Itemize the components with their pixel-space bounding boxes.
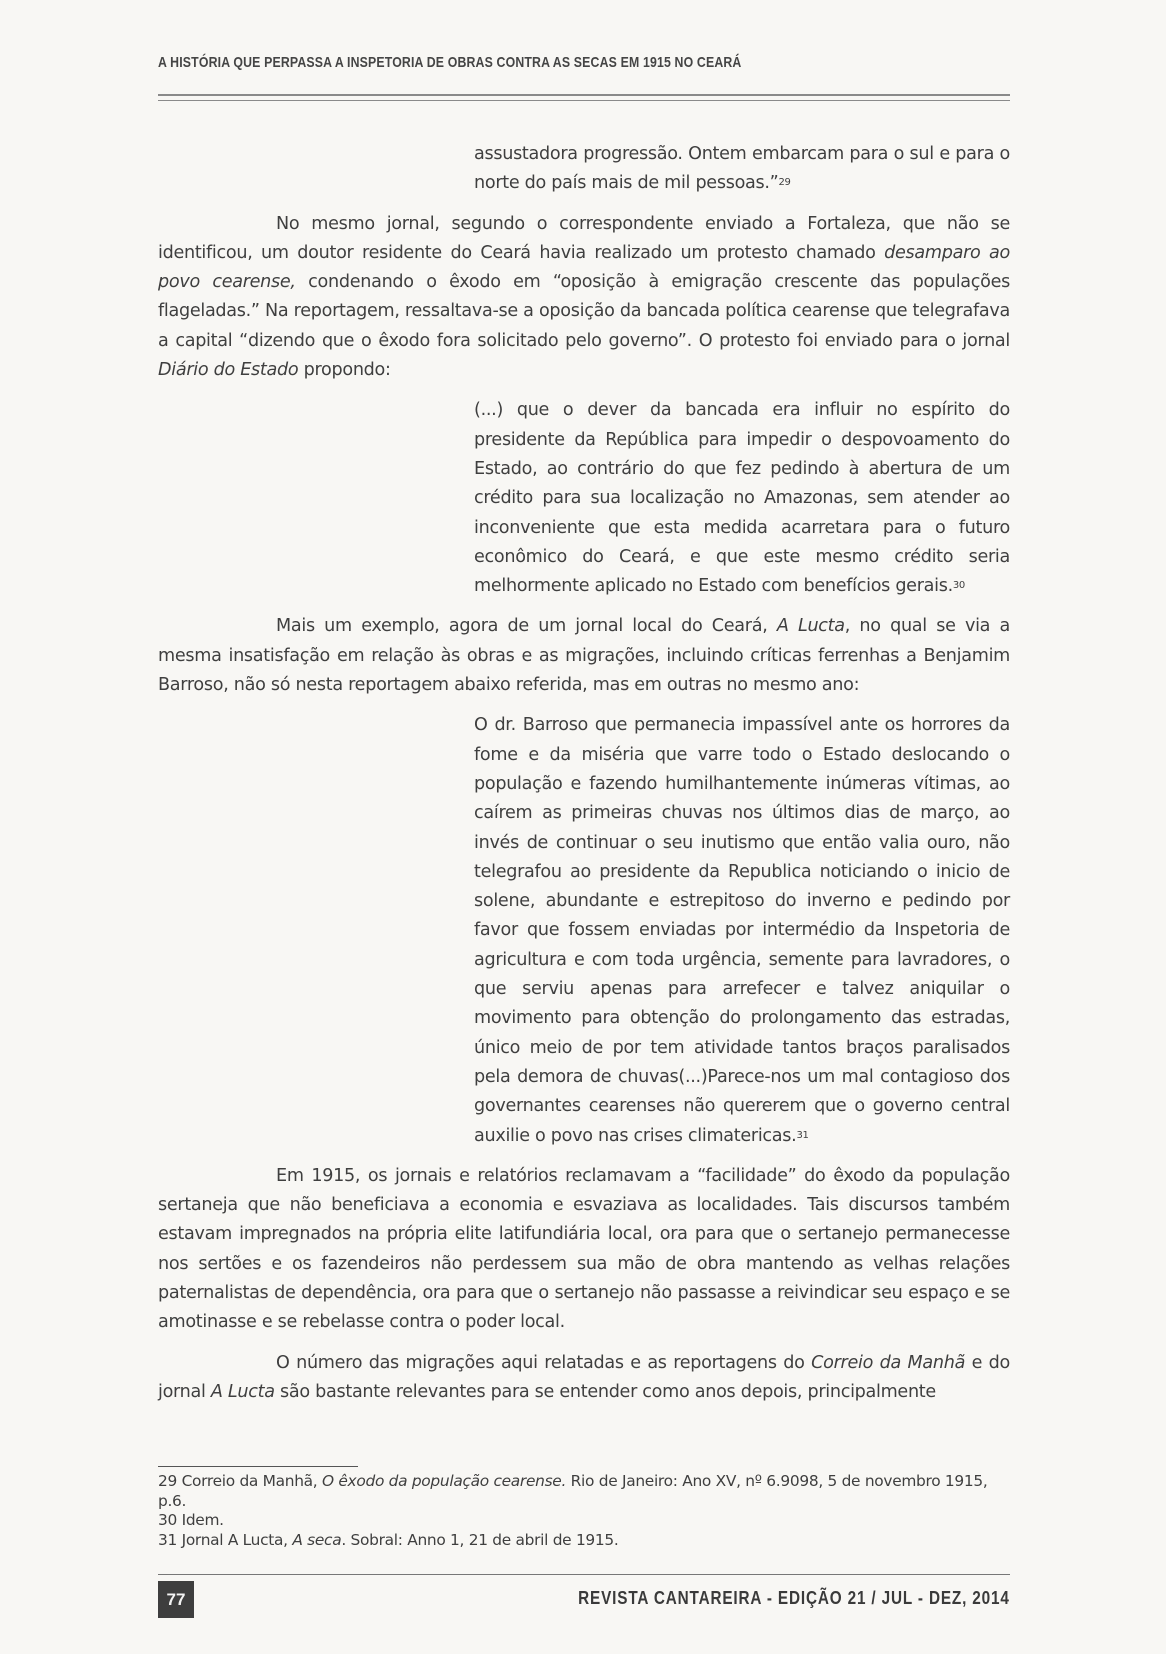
block-quote-continuation <box>474 140 1010 199</box>
footnote-text: 31 Jornal A Lucta, <box>158 1530 293 1549</box>
paragraph-text: e do jornal <box>158 1352 1010 1402</box>
article-body <box>158 140 1010 1407</box>
page-number: 77 <box>158 1581 194 1618</box>
footnote-ref-29[interactable]: 29 <box>778 177 791 189</box>
footnote-text: . Sobral: Anno 1, 21 de abril de 1915. <box>341 1530 619 1549</box>
quote-text: O dr. Barroso que permanecia impassível ante os horrores da fome e da miséria que varre todo o Estado deslocando o população e fazendo humilhantemente inúmeras vítimas, ao caírem as primeiras chuvas nos últimos dias de março, ao invés de continuar o seu inutismo que então valia ouro, não telegrafou ao presidente da Republica noticiando o inicio de solene, abundante e estrepitoso do inverno e pedindo por favor que fossem enviadas por intermédio da Inspetoria de agricultura e com toda urgência, semente para lavradores, o que serviu apenas para arrefecer e talvez aniquilar o movimento para obtenção do prolongamento das estradas, único meio de por tem atividade tantos braços paralisados pela demora de chuvas(...)Parece-nos um mal contagioso dos governantes cearenses não quererem que o governo central auxilie o povo nas crises climatericas. <box>474 715 1010 1146</box>
italic-title: desamparo ao povo cearense, <box>158 242 1010 293</box>
footnote-separator <box>158 1466 358 1467</box>
footnotes <box>158 1472 1010 1550</box>
footnote-italic: A seca <box>292 1530 342 1549</box>
running-head: A HISTÓRIA QUE PERPASSA A INSPETORIA DE OBRAS CONTRA AS SECAS EM 1915 NO CEARÁ <box>158 54 742 71</box>
paragraph-text: , no qual se via a mesma insatisfação em relação às obras e as migrações, incluindo críticas ferrenhas a Benjamim Barroso, não só nesta reportagem abaixo referida, mas em outras no mesmo ano: <box>158 616 1010 696</box>
paragraph-text: são bastante relevantes para se entender como anos depois, principalmente <box>274 1381 936 1402</box>
italic-title: A Lucta <box>210 1381 275 1402</box>
paragraph <box>158 612 1010 700</box>
italic-title: A Lucta <box>776 616 845 637</box>
footer-rule <box>158 1574 1010 1575</box>
block-quote <box>474 396 1010 601</box>
paragraph: Em 1915, os jornais e relatórios reclamavam a “facilidade” do êxodo da população sertaneja que não beneficiava a economia e esvaziava as localidades. Tais discursos também estavam impregnados na própria elite latifundiária local, ora para que o sertanejo permanecesse nos sertões e os fazendeiros não perdessem sua mão de obra mantendo as velhas relações paternalistas de dependência, ora para que o sertanejo não passasse a reivindicar seu espaço e se amotinasse e se rebelasse contra o poder local. <box>158 1165 1010 1333</box>
paragraph-text: Mais um exemplo, agora de um jornal local do Ceará, <box>276 616 777 637</box>
italic-title: Correio da Manhã <box>811 1352 966 1373</box>
footnote-ref-30[interactable]: 30 <box>952 580 965 592</box>
header-rule <box>158 94 1010 101</box>
footnote-italic: O êxodo da população cearense. <box>321 1472 567 1490</box>
footnote-text: 29 Correio da Manhã, <box>158 1472 322 1490</box>
paragraph-text: condenando o êxodo em “oposição à emigração crescente das populações flageladas.” Na reportagem, ressaltava-se a oposição da bancada política cearense que telegrafava a capital “dizendo que o êxodo fora solicitado pelo governo”. O protesto foi enviado para o jornal <box>158 272 1011 351</box>
footnote-text: Rio de Janeiro: Ano XV, nº 6.9098, 5 de novembro 1915, p.6. <box>158 1472 988 1510</box>
paragraph-text: propondo: <box>298 360 391 381</box>
quote-text: (...) que o dever da bancada era influir no espírito do presidente da República para impedir o despovoamento do Estado, ao contrário do que fez pedindo à abertura de um crédito para sua localização no Amazonas, sem atender ao inconveniente que esta medida acarretara para o futuro econômico do Ceará, e que este mesmo crédito seria melhormente aplicado no Estado com benefícios gerais. <box>474 400 1010 597</box>
paragraph-text: No mesmo jornal, segundo o correspondente enviado a Fortaleza, que não se identificou, um doutor residente do Ceará havia realizado um protesto chamado <box>158 213 1010 263</box>
paragraph <box>158 210 1010 386</box>
quote-text: assustadora progressão. Ontem embarcam para o sul e para o norte do país mais de mil pessoas.” <box>474 144 1010 194</box>
footnote-30: 30 Idem. <box>158 1511 224 1529</box>
paragraph <box>158 1349 1010 1408</box>
footnote-29 <box>158 1472 1010 1511</box>
footnote-ref-31[interactable]: 31 <box>796 1129 809 1141</box>
italic-title: Diário do Estado <box>158 360 299 381</box>
footnote-31 <box>158 1531 1010 1551</box>
block-quote <box>474 711 1010 1150</box>
paragraph-text: O número das migrações aqui relatadas e as reportagens do <box>276 1352 812 1373</box>
journal-title: REVISTA CANTAREIRA - EDIÇÃO 21 / JUL - DEZ, 2014 <box>578 1588 1010 1608</box>
